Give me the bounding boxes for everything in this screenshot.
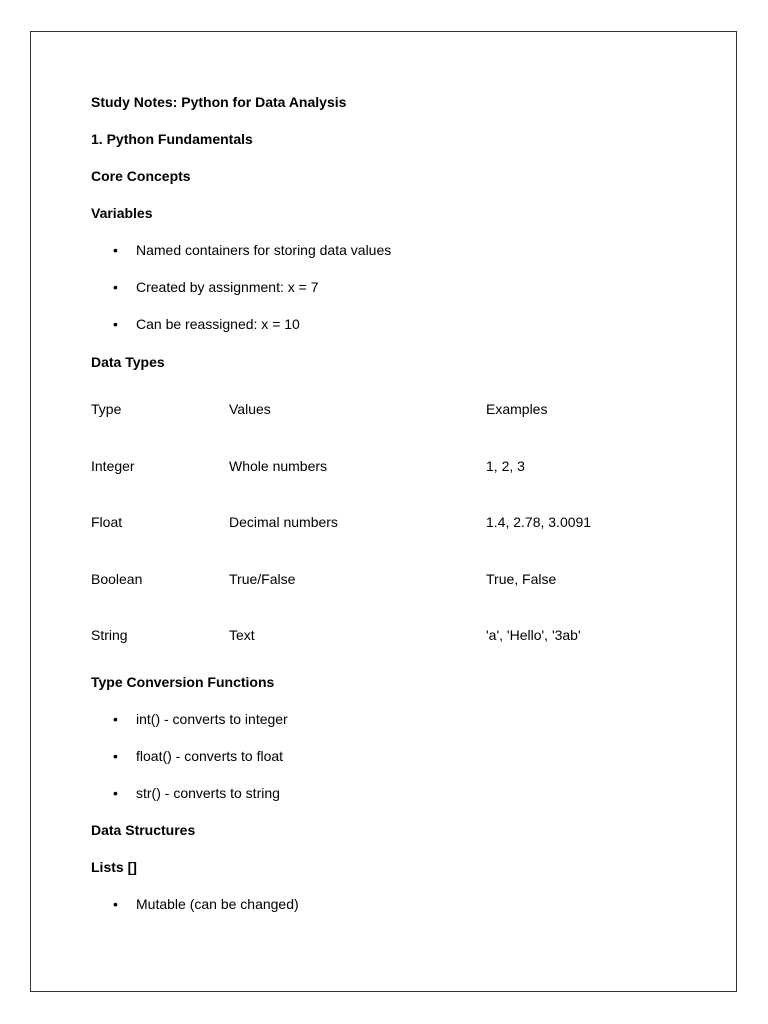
subheading-lists: Lists [] [91, 859, 137, 875]
list-item: • Named containers for storing data values [91, 242, 391, 259]
table-row [91, 627, 686, 644]
column-header-type: Type [91, 401, 122, 417]
table-header-row [91, 401, 686, 418]
table-cell: Decimal numbers [229, 514, 338, 530]
section-heading-fundamentals: 1. Python Fundamentals [91, 131, 253, 147]
table-cell: Integer [91, 458, 135, 474]
list-item: • str() - converts to string [91, 785, 280, 802]
table-cell: String [91, 627, 128, 643]
list-item: • Can be reassigned: x = 10 [91, 316, 300, 333]
table-cell: 1, 2, 3 [486, 458, 525, 474]
table-cell: 'a', 'Hello', '3ab' [486, 627, 581, 643]
document-page [30, 31, 737, 992]
list-item: • Mutable (can be changed) [91, 896, 299, 913]
table-cell: True/False [229, 571, 296, 587]
column-header-examples: Examples [486, 401, 548, 417]
table-cell: True, False [486, 571, 557, 587]
table-row [91, 514, 686, 531]
table-cell: Whole numbers [229, 458, 328, 474]
list-item: • int() - converts to integer [91, 711, 288, 728]
table-cell: Text [229, 627, 255, 643]
subheading-data-types: Data Types [91, 354, 165, 370]
table-row [91, 571, 686, 588]
table-row [91, 458, 686, 475]
table-cell: Float [91, 514, 123, 530]
subheading-core-concepts: Core Concepts [91, 168, 191, 184]
subheading-type-conversion: Type Conversion Functions [91, 674, 275, 690]
document-title: Study Notes: Python for Data Analysis [91, 94, 347, 110]
table-cell: 1.4, 2.78, 3.0091 [486, 514, 592, 530]
column-header-values: Values [229, 401, 271, 417]
subheading-data-structures: Data Structures [91, 822, 196, 838]
list-item: • Created by assignment: x = 7 [91, 279, 319, 296]
table-cell: Boolean [91, 571, 143, 587]
subheading-variables: Variables [91, 205, 153, 221]
list-item: • float() - converts to float [91, 748, 283, 765]
